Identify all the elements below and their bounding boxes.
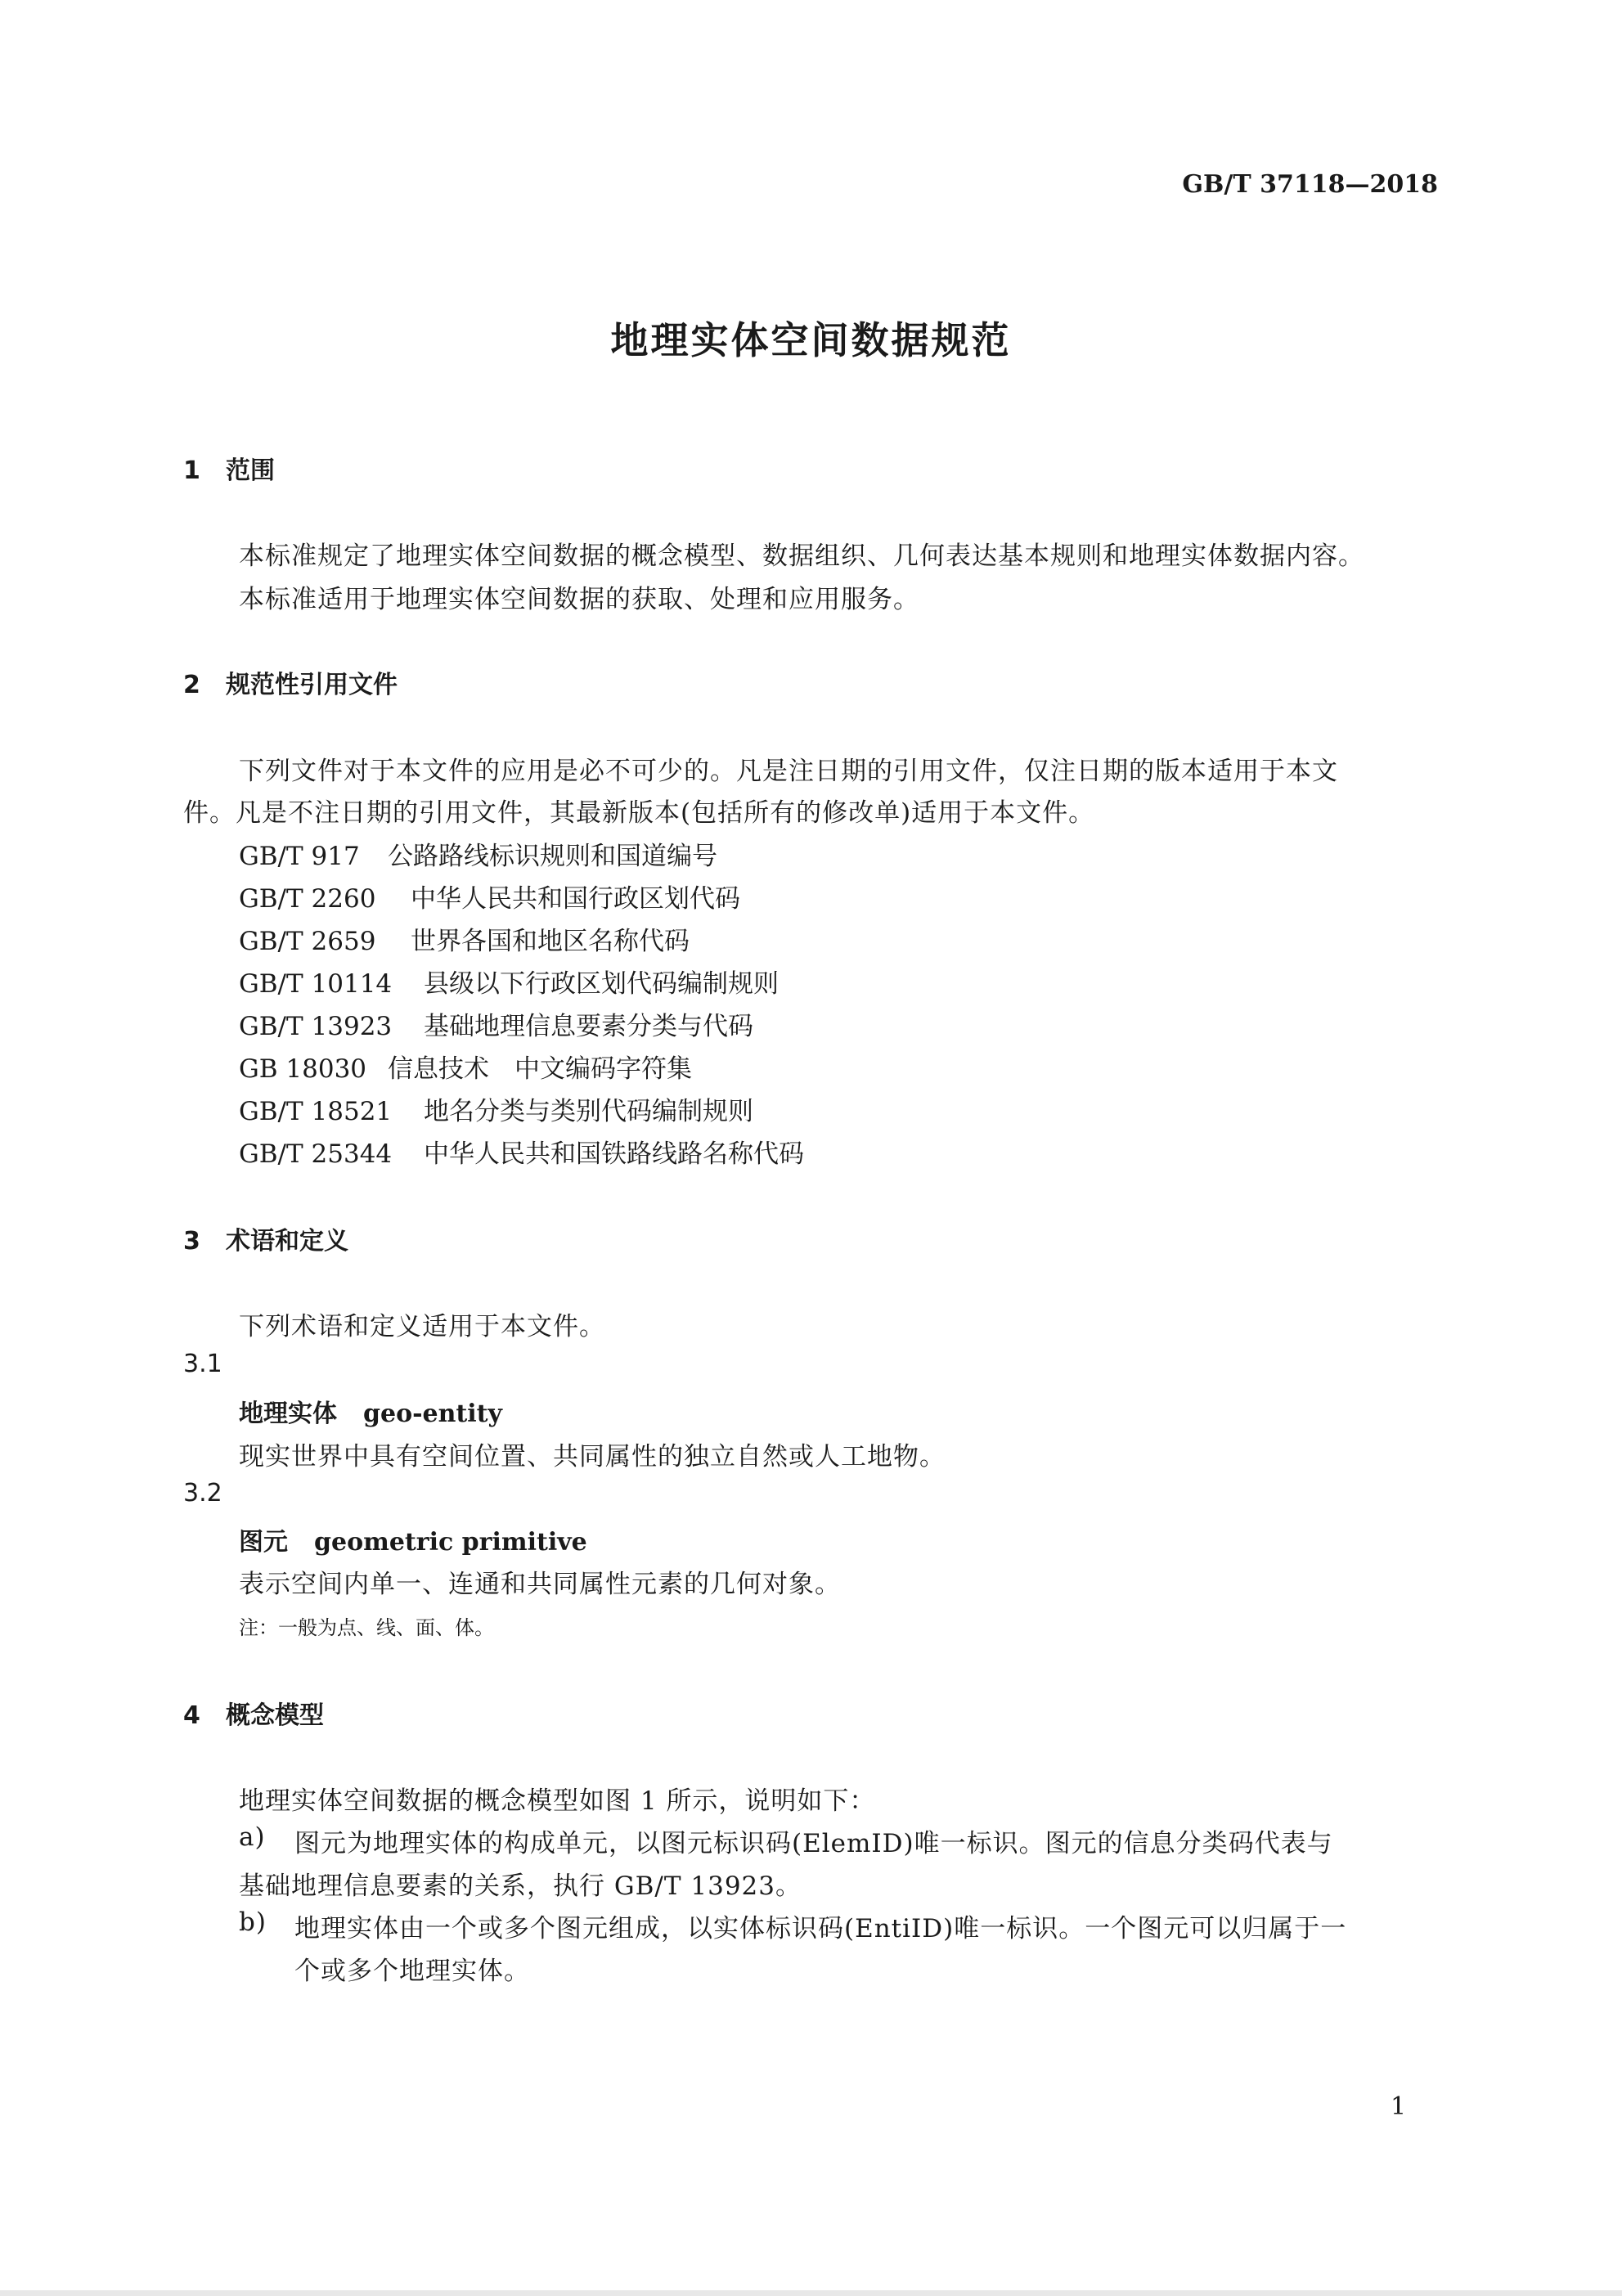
- document-title: 地理实体空间数据规范: [610, 318, 1012, 362]
- reference-code: GB/T 10114: [239, 969, 393, 999]
- term-number: 3.1: [183, 1350, 222, 1378]
- list-item-b-line-2: 个或多个地理实体。: [294, 1957, 530, 1986]
- section-1-para-1: 本标准规定了地理实体空间数据的概念模型、数据组织、几何表达基本规则和地理实体数据内容。: [239, 541, 1364, 571]
- bottom-edge-bar: [0, 2290, 1622, 2296]
- section-4-heading: [183, 1695, 324, 1731]
- section-number: 2: [183, 671, 200, 699]
- reference-code: GB/T 25344: [239, 1139, 393, 1169]
- term-heading: [239, 1393, 502, 1429]
- term-number: 3.2: [183, 1479, 222, 1507]
- reference-title: 中华人民共和国铁路线路名称代码: [424, 1139, 804, 1169]
- reference-item: [239, 1090, 753, 1127]
- reference-code: GB/T 13923: [239, 1012, 393, 1041]
- section-4-intro: 地理实体空间数据的概念模型如图 1 所示，说明如下：: [239, 1786, 876, 1816]
- section-number: 3: [183, 1227, 200, 1256]
- section-2-heading: [183, 664, 398, 700]
- reference-code: GB 18030: [239, 1054, 367, 1084]
- reference-title: 地名分类与类别代码编制规则: [424, 1097, 753, 1126]
- term-en: geometric primitive: [314, 1528, 587, 1557]
- section-number: 1: [183, 456, 200, 485]
- reference-code: GB/T 2260: [239, 884, 376, 914]
- term-definition: 现实世界中具有空间位置、共同属性的独立自然或人工地物。: [239, 1442, 946, 1472]
- section-title: 术语和定义: [226, 1227, 348, 1256]
- reference-code: GB/T 2659: [239, 927, 376, 956]
- term-en: geo-entity: [363, 1400, 502, 1428]
- section-2-intro-line-1: 下列文件对于本文件的应用是必不可少的。凡是注日期的引用文件，仅注日期的版本适用于本文: [239, 757, 1338, 786]
- reference-item: [239, 1048, 692, 1085]
- section-number: 4: [183, 1701, 200, 1730]
- reference-code: GB/T 917: [239, 842, 360, 871]
- reference-title: 中华人民共和国行政区划代码: [411, 884, 740, 914]
- reference-item: [239, 1005, 753, 1042]
- list-item-a-line-2: 基础地理信息要素的关系，执行 GB/T 13923。: [239, 1871, 802, 1901]
- list-item-b-label: b): [239, 1907, 267, 1937]
- term-note: 注：一般为点、线、面、体。: [239, 1616, 494, 1639]
- section-1-heading: [183, 450, 275, 486]
- list-item-a-line-1: 图元为地理实体的构成单元，以图元标识码(ElemID)唯一标识。图元的信息分类码代表与: [294, 1829, 1333, 1858]
- reference-item: [239, 1133, 804, 1170]
- list-item-b-line-1: 地理实体由一个或多个图元组成，以实体标识码(EntiID)唯一标识。一个图元可以归属于一: [294, 1914, 1347, 1943]
- reference-title: 县级以下行政区划代码编制规则: [424, 969, 779, 999]
- term-definition: 表示空间内单一、连通和共同属性元素的几何对象。: [239, 1570, 841, 1599]
- section-1-para-2: 本标准适用于地理实体空间数据的获取、处理和应用服务。: [239, 585, 919, 614]
- section-title: 概念模型: [226, 1701, 324, 1730]
- term-cn: 图元: [239, 1528, 288, 1557]
- section-3-heading: [183, 1220, 348, 1256]
- reference-title: 世界各国和地区名称代码: [411, 927, 690, 956]
- reference-item: [239, 963, 779, 1000]
- standard-number: GB/T 37118—2018: [1182, 170, 1438, 199]
- section-3-intro: 下列术语和定义适用于本文件。: [239, 1312, 605, 1341]
- list-item-a-label: a): [239, 1822, 266, 1852]
- reference-item: [239, 835, 717, 872]
- reference-title: 信息技术 中文编码字符集: [388, 1054, 692, 1084]
- page-number: 1: [1391, 2092, 1407, 2121]
- section-2-intro-line-2: 件。凡是不注日期的引用文件，其最新版本(包括所有的修改单)适用于本文件。: [183, 798, 1095, 828]
- term-heading: [239, 1521, 587, 1557]
- reference-title: 基础地理信息要素分类与代码: [424, 1012, 753, 1041]
- term-cn: 地理实体: [239, 1400, 337, 1428]
- reference-item: [239, 878, 740, 914]
- reference-item: [239, 920, 690, 957]
- section-title: 规范性引用文件: [226, 671, 398, 699]
- section-title: 范围: [226, 456, 275, 485]
- reference-title: 公路路线标识规则和国道编号: [388, 842, 717, 871]
- reference-code: GB/T 18521: [239, 1097, 393, 1126]
